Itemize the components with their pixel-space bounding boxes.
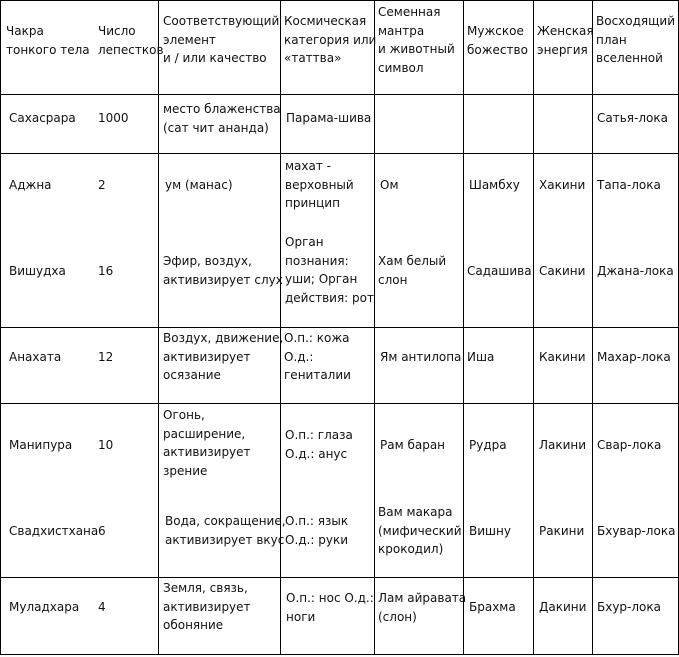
- cell-female-energy: Хакини: [539, 178, 586, 192]
- cell-mantra: Ям антилопа: [380, 350, 462, 364]
- cell-tattva: О.п.: кожа О.д.: гениталии: [284, 331, 351, 382]
- cell-tattva: О.п.: язык О.д.: руки: [285, 514, 349, 547]
- cell-chakra: Аджна: [9, 178, 52, 192]
- table-rule: [374, 0, 375, 655]
- cell-chakra: Анахата: [9, 350, 62, 364]
- table-rule: [463, 0, 464, 655]
- header-element: Соответствующий элемент и / или качество: [163, 14, 280, 65]
- cell-element: Огонь, расширение, активизирует зрение: [163, 408, 251, 478]
- table-rule: [280, 0, 281, 655]
- cell-element: Земля, связь, активизирует обоняние: [163, 581, 251, 632]
- cell-petals: 2: [98, 178, 106, 192]
- cell-tattva: Орган познания: уши; Орган действия: рот: [285, 235, 374, 305]
- cell-chakra: Манипура: [9, 438, 73, 452]
- cell-female-energy: Сакини: [539, 264, 586, 278]
- header-plane: Восходящий план вселенной: [596, 14, 676, 65]
- cell-female-energy: Какини: [539, 350, 586, 364]
- cell-female-energy: Ракини: [539, 524, 585, 538]
- cell-plane: Тапа-лока: [597, 178, 661, 192]
- table-rule: [0, 403, 679, 404]
- cell-plane: Бхур-лока: [597, 600, 661, 614]
- table-rule: [0, 94, 679, 95]
- cell-male-deity: Садашива: [467, 264, 532, 278]
- table-rule: [0, 327, 679, 328]
- cell-tattva: махат - верховный принцип: [285, 159, 354, 210]
- cell-mantra: Лам айравата (слон): [378, 591, 467, 624]
- cell-plane: Махар-лока: [597, 350, 671, 364]
- header-chakra: Чакра тонкого тела: [6, 24, 90, 57]
- cell-male-deity: Шамбху: [469, 178, 520, 192]
- header-mantra: Семенная мантра и животный символ: [378, 5, 455, 75]
- cell-plane: Джана-лока: [597, 264, 674, 278]
- cell-chakra: Муладхара: [9, 600, 80, 614]
- cell-petals: 16: [98, 264, 114, 278]
- cell-petals: 10: [98, 438, 114, 452]
- cell-tattva: Парама-шива: [286, 111, 372, 125]
- header-male-deity: Мужское божество: [467, 24, 528, 57]
- cell-element: Воздух, движение, активизирует осязание: [163, 331, 284, 382]
- table-rule: [0, 577, 679, 578]
- table-rule: [0, 654, 679, 655]
- cell-chakra: Вишудха: [9, 264, 66, 278]
- cell-petals: 12: [98, 350, 114, 364]
- cell-petals: 4: [98, 600, 106, 614]
- cell-mantra: Ом: [380, 178, 399, 192]
- cell-element: место блаженства (сат чит ананда): [163, 102, 281, 135]
- cell-chakra: Сахасрара: [9, 111, 76, 125]
- cell-element: Вода, сокращение, активизирует вкус: [165, 514, 286, 547]
- table-rule: [592, 0, 593, 655]
- cell-mantra: Хам белый слон: [378, 254, 447, 287]
- cell-element: Эфир, воздух, активизирует слух: [163, 254, 283, 287]
- cell-plane: Сатья-лока: [597, 111, 668, 125]
- cell-petals: 1000: [98, 111, 129, 125]
- cell-petals: 6: [98, 524, 106, 538]
- cell-plane: Свар-лока: [597, 438, 662, 452]
- cell-female-energy: Лакини: [539, 438, 587, 452]
- header-tattva: Космическая категория или «таттва»: [284, 14, 377, 65]
- header-petals: Число лепестков: [98, 24, 164, 57]
- cell-male-deity: Брахма: [469, 600, 516, 614]
- table-rule: [158, 0, 159, 655]
- table-rule: [0, 0, 1, 655]
- cell-tattva: О.п.: глаза О.д.: анус: [285, 428, 353, 461]
- cell-mantra: Вам макара (мифический крокодил): [378, 505, 462, 556]
- cell-mantra: Рам баран: [380, 438, 446, 452]
- header-female-energy: Женская энергия: [537, 24, 594, 57]
- cell-plane: Бхувар-лока: [597, 524, 676, 538]
- cell-tattva: О.п.: нос О.д.: ноги: [286, 591, 374, 624]
- cell-male-deity: Иша: [467, 350, 495, 364]
- table-rule: [533, 0, 534, 655]
- cell-chakra: Свадхистхана: [9, 524, 99, 538]
- cell-male-deity: Вишну: [469, 524, 511, 538]
- cell-female-energy: Дакини: [539, 600, 587, 614]
- table-rule: [0, 0, 679, 1]
- cell-male-deity: Рудра: [469, 438, 507, 452]
- cell-element: ум (манас): [165, 178, 233, 192]
- table-rule: [0, 153, 679, 154]
